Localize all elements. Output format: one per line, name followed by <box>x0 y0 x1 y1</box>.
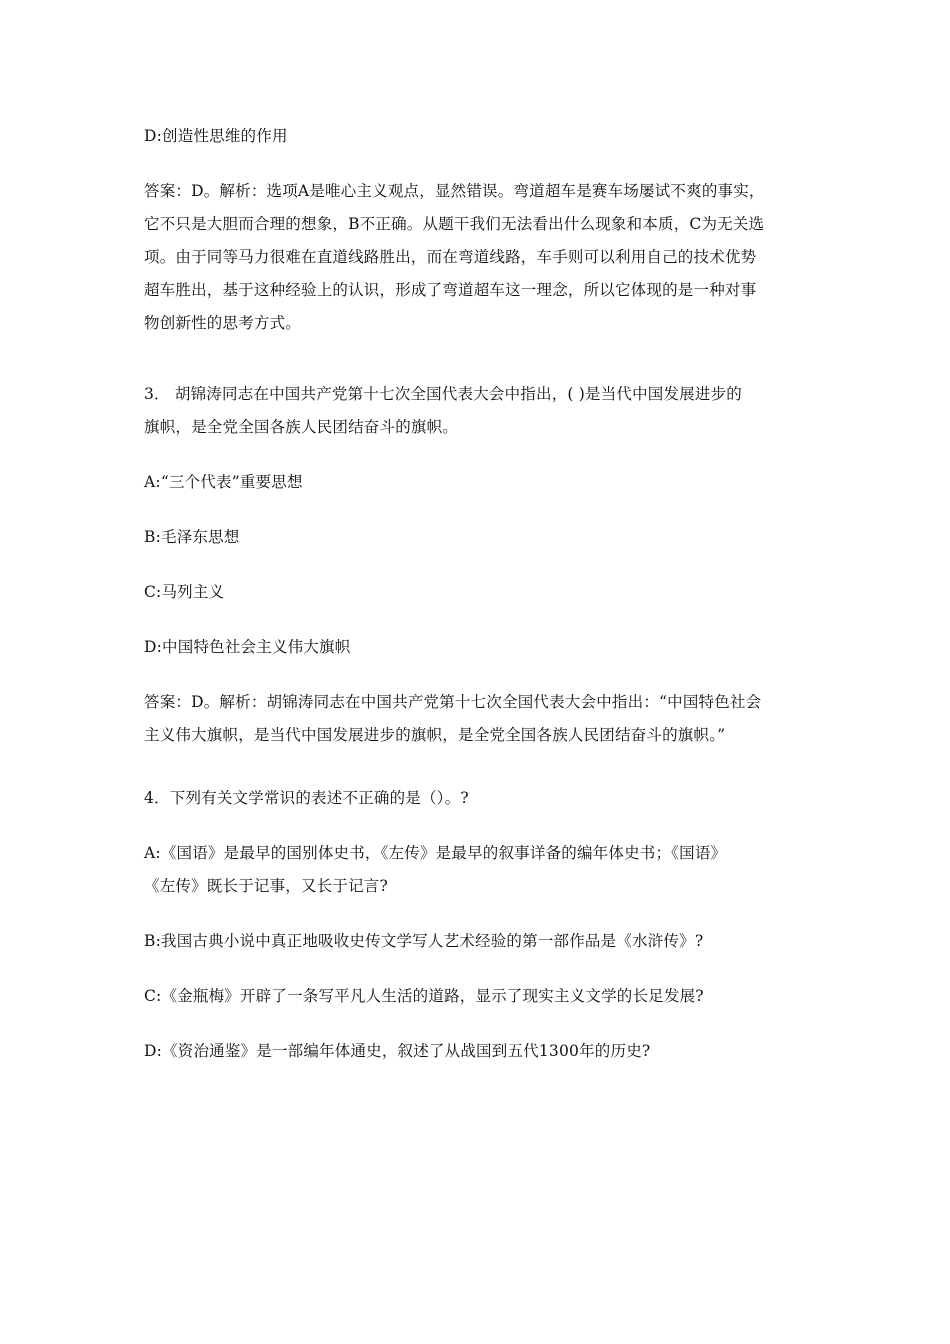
q4-option-a <box>144 837 814 903</box>
q4-option-a-line: A:《国语》是最早的国别体史书，《左传》是最早的叙事详备的编年体史书；《国语》 <box>144 844 727 862</box>
document-page <box>144 120 814 1068</box>
q4-option-a-line: 《左传》既长于记事，又长于记言? <box>144 877 389 895</box>
q3-option-a: A:“三个代表”重要思想 <box>144 473 303 491</box>
q2-answer-line: 超车胜出，基于这种经验上的认识，形成了弯道超车这一理念，所以它体现的是一种对事 <box>144 281 757 299</box>
q3-question-line: 3． 胡锦涛同志在中国共产党第十七次全国代表大会中指出，( )是当代中国发展进步的 <box>144 385 743 403</box>
q4-option-d: D:《资治通鉴》是一部编年体通史，叙述了从战国到五代1300年的历史? <box>144 1042 651 1060</box>
q3-answer <box>144 686 814 752</box>
q2-answer-line: 项。由于同等马力很难在直道线路胜出，而在弯道线路，车手则可以利用自己的技术优势 <box>144 248 757 266</box>
q4-question: 4．下列有关文学常识的表述不正确的是（）。? <box>144 789 469 807</box>
q3-option-c: C:马列主义 <box>144 583 225 601</box>
q4-option-c: C:《金瓶梅》开辟了一条写平凡人生活的道路，显示了现实主义文学的长足发展? <box>144 987 704 1005</box>
q3-option-b: B:毛泽东思想 <box>144 528 240 546</box>
q3-answer-line: 主义伟大旗帜，是当代中国发展进步的旗帜，是全党全国各族人民团结奋斗的旗帜。” <box>144 726 726 744</box>
q3-answer-line: 答案：D。解析：胡锦涛同志在中国共产党第十七次全国代表大会中指出：“中国特色社会 <box>144 693 762 711</box>
q2-answer-line: 物创新性的思考方式。 <box>144 314 302 332</box>
q3-option-d: D:中国特色社会主义伟大旗帜 <box>144 638 351 656</box>
q2-answer-line: 答案：D。解析：选项A是唯心主义观点，显然错误。弯道超车是赛车场屡试不爽的事实， <box>144 182 765 200</box>
q3-question-line: 旗帜，是全党全国各族人民团结奋斗的旗帜。 <box>144 418 459 436</box>
q2-answer-line: 它不只是大胆而合理的想象，B不正确。从题干我们无法看出什么现象和本质，C为无关选 <box>144 215 765 233</box>
q2-option-d: D:创造性思维的作用 <box>144 127 288 145</box>
q2-answer <box>144 175 814 340</box>
q3-question <box>144 378 814 444</box>
q4-option-b: B:我国古典小说中真正地吸收史传文学写人艺术经验的第一部作品是《水浒传》? <box>144 932 704 950</box>
